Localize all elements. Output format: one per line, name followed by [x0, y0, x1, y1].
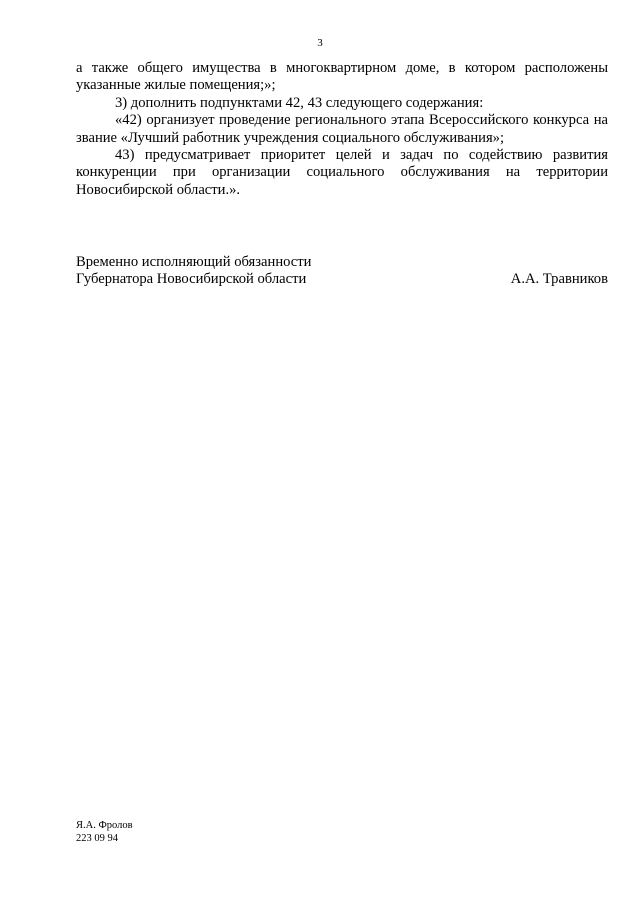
signatory-position-line2: Губернатора Новосибирской области [76, 271, 307, 288]
paragraph-item-3: 3) дополнить подпунктами 42, 43 следующего содержания: [115, 94, 484, 111]
signatory-name: А.А. Травников [510, 271, 608, 288]
signature-block [76, 254, 608, 289]
document-body [76, 60, 608, 199]
signatory-position-line1: Временно исполняющий обязанности [76, 254, 312, 270]
executor-info [76, 820, 133, 845]
paragraph-continuation: а также общего имущества в многоквартирном доме, в котором расположены указанные жилые помещения;»; [76, 60, 608, 94]
paragraph-item-42: «42) организует проведение регионального этапа Всероссийского конкурса на звание «Лучший работник учреждения социального обслуживания»; [76, 112, 608, 146]
executor-phone: 223 09 94 [76, 832, 118, 844]
signature-row [76, 271, 608, 288]
paragraph-item-43: 43) предусматривает приоритет целей и задач по содействию развития конкуренции при организации социального обслуживания на территории Новосибирской области.». [76, 147, 608, 198]
page-number: 3 [317, 37, 323, 49]
executor-name: Я.А. Фролов [76, 820, 133, 831]
